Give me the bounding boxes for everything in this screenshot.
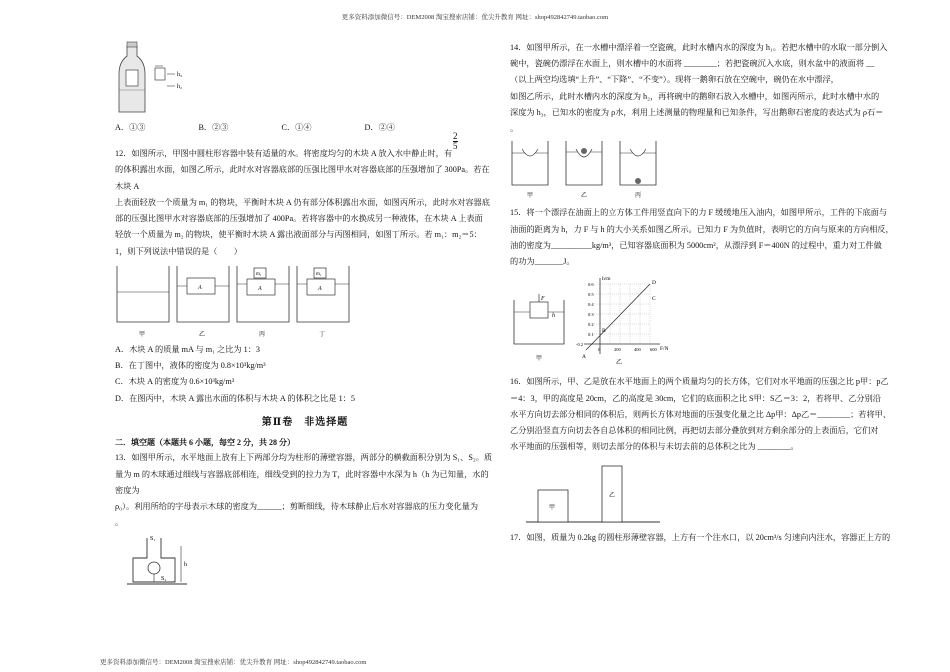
- q14-fig-label-1: 甲: [527, 193, 534, 200]
- q15-fig-label-1: 甲: [536, 356, 543, 363]
- q12-mass-label-3: m₁: [256, 271, 262, 277]
- q11-option-b: B．②③: [198, 123, 229, 132]
- q14-line-5: 。: [510, 124, 519, 134]
- q15-ytick-4: 0.2: [588, 322, 594, 328]
- q16-line-4: 水平地面的压强相等，则切去部分的体积与未切去前的总体积之比为 ________。: [510, 442, 799, 452]
- q14-line-3: 如图乙所示，此时水槽内水的深度为 h₂，再将碗中的鹅卵石放入水槽中，如图丙所示，此时水槽中水的: [510, 91, 880, 101]
- q12-fig-label-2: 乙: [199, 331, 206, 338]
- q14-line-2: （以上两空均选填“上升”、“下降”、“不变”）。现将一鹅卵石放在空碗中，碗仍在水中漂浮，: [510, 75, 839, 85]
- q12-line-3: 部的压强比图甲水对容器底部的压强增加了 400Pa。若将容器中的水换成另一种液体，在木块 A 上表面: [115, 214, 483, 224]
- q12-options: [115, 342, 495, 407]
- q14-figure: [510, 139, 670, 201]
- q15-ytick-0: 0.6: [588, 282, 594, 288]
- q15-line-2: 油的密度为__________kg/m³，已知容器底面积为 5000cm²，从漂浮到 F＝400N 的过程中，重力对工件做: [510, 240, 882, 250]
- q12-fraction-den: 5: [453, 141, 458, 152]
- q15-ylabel: h/m: [602, 276, 611, 283]
- q16-fig-label-2: 乙: [609, 492, 616, 499]
- section-title: 第Ⅱ卷 非选择题: [261, 416, 349, 428]
- q15-ytick-1: 0.5: [588, 292, 594, 298]
- q16-line-3: 乙分别沿竖直方向切去各自总体积的相同比例，再把切去部分叠放到对方剩余部分的上表面后，它们对: [510, 426, 879, 436]
- q13-line-1: 量为 m 的木球通过细线与容器底部相连，细线受到的拉力为 T，此时容器中水深为 h（h 为已知量，水的密度为: [115, 469, 489, 495]
- q14-block: [510, 40, 905, 137]
- q13-s1-label: S₁: [150, 535, 156, 542]
- q11-h3-label: h₃: [177, 72, 183, 78]
- q11-option-a: A．①③: [115, 123, 146, 132]
- q12-block-label-2: A: [198, 284, 202, 291]
- page-footer: 更多资料添加微信号：DEM2008 淘宝搜索店铺：优尖升教育 网址：shop492842749.taobao.com: [100, 659, 367, 666]
- q15-xtick-0: 0: [598, 347, 601, 353]
- left-column: [115, 40, 495, 588]
- q14-tank-3: [620, 141, 656, 199]
- q12-block-label-4: A: [318, 285, 322, 292]
- page-header: 更多资料添加微信号：DEM2008 淘宝搜索店铺：优尖升教育 网址：shop492842749.taobao.com: [341, 14, 609, 21]
- q12-figure: [115, 262, 355, 340]
- q12-option-d: D．在图丙中，木块 A 露出水面的体积与木块 A 的体积之比是 1：5: [115, 393, 355, 403]
- q16-line-2: 水平方向切去部分相同的体积后，则两长方体对地面的压强变化量之比 Δp甲：Δp乙＝________；若将甲、: [510, 409, 892, 419]
- q12-fig-label-3: 丙: [259, 331, 266, 338]
- q15-h-label: h: [552, 313, 555, 320]
- q16-line-1: ＝4：3，甲的高度是 20cm，乙的高度是 30cm，它们的底面积之比 S甲：S乙＝3：2，若将甲、乙分别沿: [510, 393, 881, 403]
- q15-xtick-3: 600: [650, 347, 657, 353]
- q13-line-0: 13．如图甲所示，水平地面上放有上下两部分均为柱形的薄壁容器，两部分的横截面积分别为 S₁、S₂。质: [115, 453, 493, 463]
- q15-graph: [576, 276, 669, 366]
- q15-figure: [510, 274, 710, 370]
- q12-line-2: 上表面轻放一个质量为 m₁ 的物块，平衡时木块 A 仍有部分体积露出水面，如图丙所示，此时水对容器底: [115, 197, 490, 207]
- q12-mass-label-4: m₁: [316, 271, 322, 277]
- q15-ytick-5: 0.1: [588, 332, 594, 338]
- q16-line-0: 16．如图所示，甲、乙是放在水平地面上的两个质量均匀的长方体，它们对水平地面的压强之比 p甲：p乙: [510, 377, 889, 387]
- q14-tank-2: [566, 141, 602, 199]
- q14-tank-1: [512, 141, 548, 199]
- q14-fig-label-2: 乙: [581, 193, 588, 200]
- q16-block: [510, 374, 905, 455]
- q12-option-c: C．木块 A 的密度为 0.6×10³kg/m³: [115, 377, 235, 387]
- q11-h2-label: h₂: [177, 84, 183, 90]
- q11-figure: [115, 40, 195, 118]
- q12-beaker-3: [237, 266, 289, 338]
- q15-point-c: C: [652, 296, 656, 303]
- q15-point-d: D: [652, 280, 656, 287]
- q11-option-c: C．①④: [281, 123, 312, 132]
- q17-line: 17．如图，质量为 0.2kg 的圆柱形薄壁容器，上方有一个注水口，以 20cm³/s 匀速向内注水，容器正上方的: [510, 532, 891, 542]
- q12-beaker-2: [177, 266, 229, 338]
- q13-block: [115, 450, 495, 531]
- q12-line-1: 的体积露出水面，如图乙所示，此时水对容器底部的压强比图甲水对容器底部的压强增加了 300Pa。若在木块 A: [115, 165, 490, 191]
- q12-block-label-3: A: [258, 285, 262, 292]
- q15-line-0: 15．将一个漂浮在油面上的立方体工件用竖直向下的力 F 缓缓地压入油内，如图甲所示，工件的下底面与: [510, 208, 888, 218]
- q13-figure: [125, 532, 205, 588]
- q12-line-4: 轻放一个质量为 m₂ 的物块，使平衡时木块 A 露出液面部分与丙图相同，如图丁所示。若 m₁：m₂＝5：: [115, 230, 482, 240]
- q15-force-label: F: [541, 296, 545, 303]
- q12-fig-label-4: 丁: [319, 331, 326, 338]
- q15-line-1: 油面的距离为 h，力 F 与 h 的大小关系如图乙所示。已知力 F 为负值时，表明它的方向与原来的方向相反，: [510, 224, 894, 234]
- q12-block: [115, 131, 495, 260]
- q15-block: [510, 205, 905, 270]
- q12-option-a: A．木块 A 的质量 mA 与 m₁ 之比为 1：3: [115, 344, 261, 354]
- q16-fig-label-1: 甲: [549, 504, 556, 511]
- q15-container: [514, 294, 564, 362]
- q15-xlabel: F/N: [660, 346, 669, 353]
- q15-line-3: 的功为_______J。: [510, 257, 575, 267]
- q13-h-label: h: [184, 561, 187, 568]
- q15-ytick-3: 0.3: [588, 312, 594, 318]
- q12-option-b: B．在丁图中，液体的密度为 0.8×10³kg/m³: [115, 361, 266, 371]
- q15-fig-label-2: 乙: [616, 360, 623, 367]
- q15-xtick-2: 400: [634, 347, 641, 353]
- q15-point-a: A: [582, 354, 586, 361]
- q15-neg-tick: -0.2: [576, 342, 584, 348]
- section-subtitle: 二．填空题（本题共 6 小题，每空 2 分，共 28 分）: [115, 437, 295, 447]
- q12-line-5: 1，则下列说法中错误的是（ ）: [115, 246, 242, 256]
- q16-figure: [524, 460, 664, 526]
- q12-fraction-num: 2: [453, 131, 458, 142]
- q12-fig-label-1: 甲: [139, 331, 146, 338]
- q13-s2-label: S₂: [161, 575, 167, 582]
- q13-line-2: ρ₀）。利用所给的字母表示木球的密度为______；剪断细线，待木球静止后水对容器底的压力变化量为: [115, 502, 479, 512]
- q12-line-0: 12．如图所示，甲图中圆柱形容器中装有适量的水。将密度均匀的木块 A 放入水中静止时，有: [115, 149, 453, 159]
- q11-options: [115, 120, 415, 136]
- q14-line-4: 深度为 h₃，已知水的密度为 ρ水，利用上述测量的物理量和已知条件，写出鹅卵石密度的表达式为 ρ石＝: [510, 107, 884, 117]
- q12-beaker-1: [117, 266, 169, 338]
- q14-fig-label-3: 丙: [635, 193, 642, 200]
- q15-point-b: B: [602, 328, 606, 335]
- q14-line-0: 14．如图甲所示，在一水槽中漂浮着一空瓷碗，此时水槽内水的深度为 h₁。若把水槽中的水取一部分倒入: [510, 43, 888, 52]
- q12-beaker-4: [297, 266, 349, 338]
- q15-xtick-1: 200: [614, 347, 621, 353]
- q15-ytick-2: 0.4: [588, 302, 594, 308]
- q11-option-d: D．②④: [364, 123, 395, 132]
- q12-fraction: [453, 132, 458, 151]
- q13-line-3: 。: [115, 518, 124, 528]
- right-column: [510, 40, 905, 546]
- q14-line-1: 碗中，瓷碗仍漂浮在水面上，则水槽中的水面将 ________；若把瓷碗沉入水底，则水盆中的液面将 __: [510, 59, 875, 69]
